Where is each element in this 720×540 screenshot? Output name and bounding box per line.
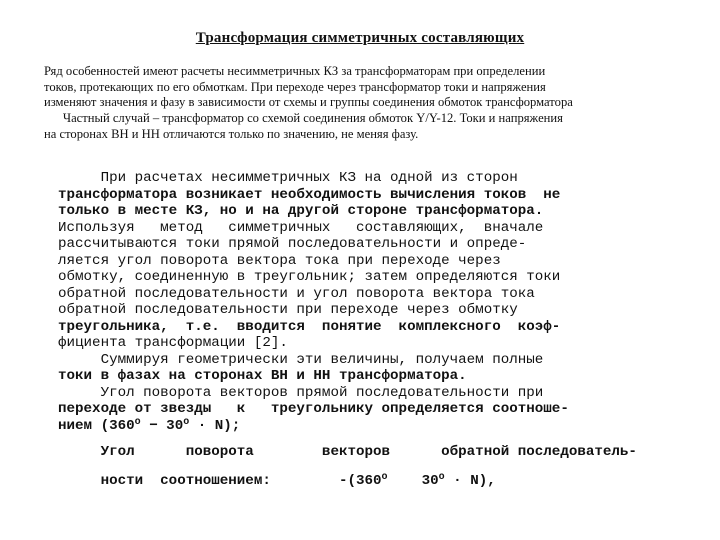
body-line: Используя метод симметричных составляющих, вначале	[58, 219, 544, 236]
intro-line: Ряд особенностей имеют расчеты несимметричных КЗ за трансформаторам при определении	[44, 64, 546, 78]
body-line: обмотку, соединенную в треугольник; затем определяются токи	[58, 269, 561, 285]
body-line: токи в фазах на сторонах ВН и НН трансформатора.	[58, 368, 467, 384]
formula-end: · N),	[444, 472, 496, 489]
body-line: обратной последовательности и угол поворота вектора тока	[58, 285, 535, 302]
body-line: треугольника, т.е. вводится понятие комплексного коэф-	[58, 318, 561, 335]
intro-paragraph	[44, 64, 694, 143]
body-line: только в месте КЗ, но и на другой стороне трансформатора.	[58, 203, 544, 219]
degree-mark: o	[438, 471, 445, 483]
formula-line-2	[58, 473, 708, 492]
formula-end: · N);	[189, 417, 241, 434]
formula-start: ности соотношением: -(360	[58, 472, 382, 489]
intro-line: токов, протекающих по его обмоткам. При переходе через трансформатор токи и напряжения	[44, 79, 546, 94]
body-line: фициента трансформации [2].	[58, 335, 288, 351]
body-line: ляется угол поворота вектора тока при переходе через	[58, 252, 501, 269]
title-text: Трансформация симметричных составляющих	[195, 30, 525, 46]
body-line: рассчитываются токи прямой последовательности и опреде-	[58, 236, 527, 252]
body-line: При расчетах несимметричных КЗ на одной из сторон	[58, 170, 518, 186]
formula-start: нием (360	[58, 417, 135, 434]
degree-mark: o	[381, 471, 388, 483]
body-line: обратной последовательности при переходе через обмотку	[58, 302, 518, 318]
degree-mark: o	[134, 416, 141, 428]
body-line: переходе от звезды к треугольнику определяется соотноше-	[58, 401, 569, 417]
intro-line: на сторонах ВН и НН отличаются только по значению, не меняя фазу.	[44, 126, 419, 141]
body-text	[58, 170, 708, 491]
body-line: Угол поворота векторов обратной последователь-	[58, 444, 637, 460]
body-line: Суммируя геометрически эти величины, получаем полные	[58, 351, 544, 368]
body-line: трансформатора возникает необходимость вычисления токов не	[58, 186, 561, 203]
body-line: Угол поворота векторов прямой последовательности при	[58, 384, 544, 401]
intro-line: изменяют значения и фазу в зависимости от схемы и группы соединения обмоток трансформатора	[44, 95, 573, 110]
formula-part: − 30	[140, 417, 184, 434]
degree-mark: o	[183, 416, 190, 428]
page-title	[0, 30, 720, 47]
formula-line-1	[58, 418, 708, 437]
formula-part: 30	[387, 472, 439, 489]
intro-line: Частный случай – трансформатор со схемой соединения обмоток Y/Y-12. Токи и напряжения	[44, 111, 563, 126]
